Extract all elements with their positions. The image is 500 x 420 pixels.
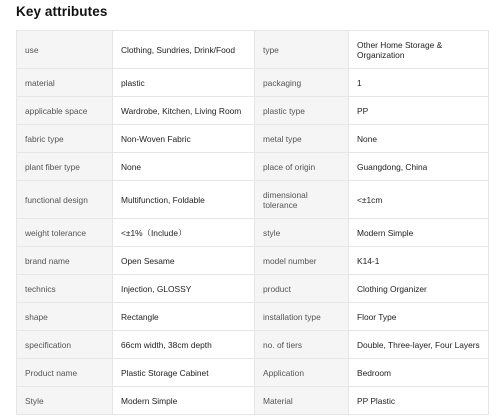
attribute-value: PP Plastic: [349, 387, 489, 415]
attribute-label: shape: [17, 303, 113, 331]
attribute-value: Guangdong, China: [349, 153, 489, 181]
attribute-label: no. of tiers: [255, 331, 349, 359]
attribute-label: plastic type: [255, 97, 349, 125]
attribute-row: [17, 97, 489, 125]
attribute-label: weight tolerance: [17, 219, 113, 247]
attribute-value: Wardrobe, Kitchen, Living Room: [113, 97, 255, 125]
attribute-label: applicable space: [17, 97, 113, 125]
attribute-label: Style: [17, 387, 113, 415]
attribute-row: [17, 31, 489, 69]
attribute-row: [17, 219, 489, 247]
key-attributes-body: [17, 31, 489, 415]
attribute-label: style: [255, 219, 349, 247]
attribute-label: use: [17, 31, 113, 69]
attribute-label: functional design: [17, 181, 113, 219]
attribute-row: [17, 359, 489, 387]
attribute-row: [17, 153, 489, 181]
attribute-value: <±1cm: [349, 181, 489, 219]
attribute-label: packaging: [255, 69, 349, 97]
attribute-label: metal type: [255, 125, 349, 153]
attribute-label: brand name: [17, 247, 113, 275]
attribute-value: Non-Woven Fabric: [113, 125, 255, 153]
attribute-row: [17, 303, 489, 331]
key-attributes-table: [16, 30, 489, 415]
attribute-label: material: [17, 69, 113, 97]
attribute-value: Rectangle: [113, 303, 255, 331]
attribute-value: plastic: [113, 69, 255, 97]
attribute-value: K14-1: [349, 247, 489, 275]
section-title: Key attributes: [16, 4, 108, 19]
attribute-value: Bedroom: [349, 359, 489, 387]
attribute-value: None: [113, 153, 255, 181]
attribute-value: Double, Three-layer, Four Layers: [349, 331, 489, 359]
attribute-row: [17, 387, 489, 415]
attribute-label: Material: [255, 387, 349, 415]
attribute-value: Other Home Storage & Organization: [349, 31, 489, 69]
attribute-value: 66cm width, 38cm depth: [113, 331, 255, 359]
attribute-value: Multifunction, Foldable: [113, 181, 255, 219]
attribute-label: place of origin: [255, 153, 349, 181]
attribute-value: Modern Simple: [349, 219, 489, 247]
attribute-label: product: [255, 275, 349, 303]
attribute-value: Clothing, Sundries, Drink/Food: [113, 31, 255, 69]
attribute-value: <±1%（Include）: [113, 219, 255, 247]
attribute-value: None: [349, 125, 489, 153]
attribute-label: model number: [255, 247, 349, 275]
attribute-label: specification: [17, 331, 113, 359]
attribute-row: [17, 247, 489, 275]
attribute-value: 1: [349, 69, 489, 97]
attribute-value: Clothing Organizer: [349, 275, 489, 303]
attribute-row: [17, 69, 489, 97]
attribute-label: dimensional tolerance: [255, 181, 349, 219]
attribute-row: [17, 331, 489, 359]
attribute-label: Product name: [17, 359, 113, 387]
attribute-value: PP: [349, 97, 489, 125]
attribute-row: [17, 125, 489, 153]
attribute-row: [17, 275, 489, 303]
attribute-value: Injection, GLOSSY: [113, 275, 255, 303]
attribute-value: Modern Simple: [113, 387, 255, 415]
attribute-label: fabric type: [17, 125, 113, 153]
attribute-label: technics: [17, 275, 113, 303]
attribute-label: Application: [255, 359, 349, 387]
attribute-label: type: [255, 31, 349, 69]
attribute-row: [17, 181, 489, 219]
attribute-value: Plastic Storage Cabinet: [113, 359, 255, 387]
attribute-label: plant fiber type: [17, 153, 113, 181]
attribute-value: Open Sesame: [113, 247, 255, 275]
attribute-label: installation type: [255, 303, 349, 331]
attribute-value: Floor Type: [349, 303, 489, 331]
